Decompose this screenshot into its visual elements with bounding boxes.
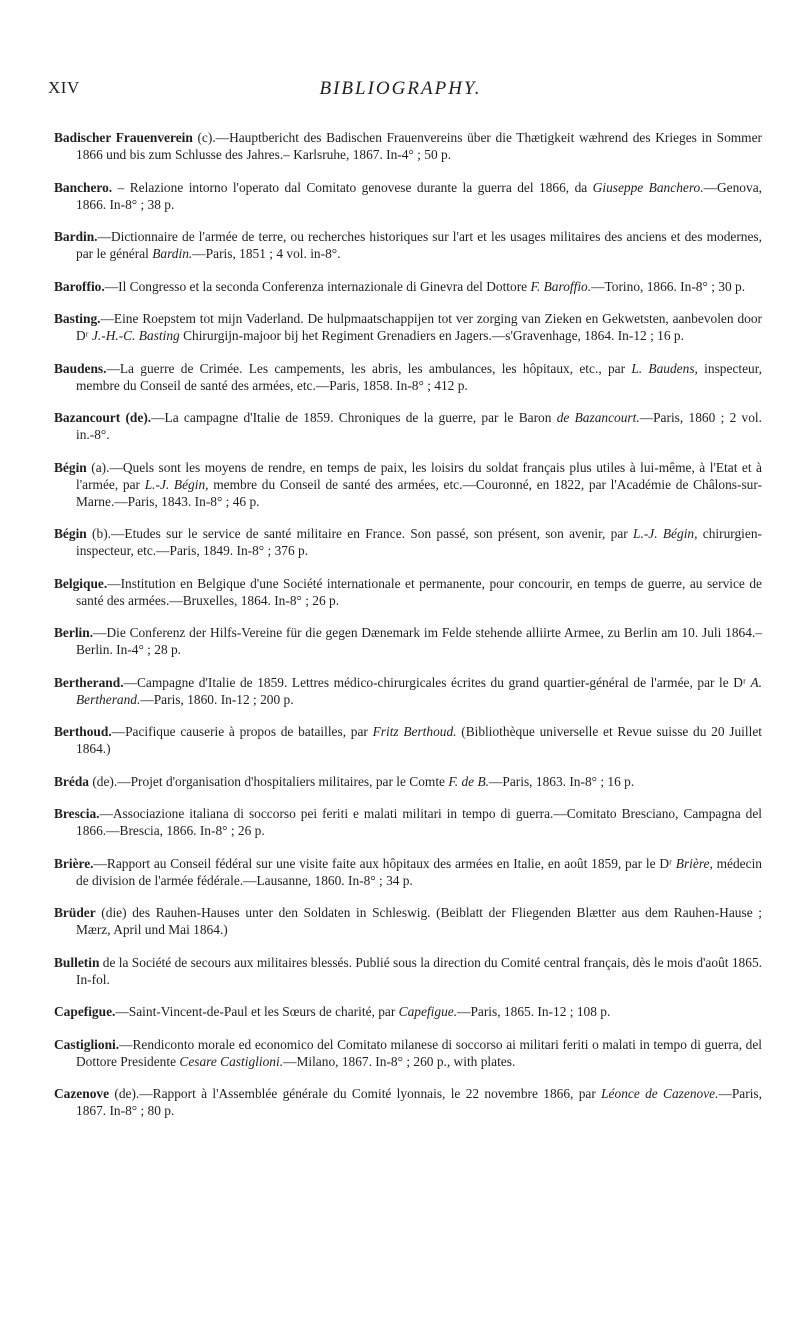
- entry-text: —Paris, 1865. In-12 ; 108 p.: [457, 1004, 611, 1019]
- bibliography-entry: [54, 278, 762, 295]
- entry-author-italic: Bardin.: [152, 246, 193, 261]
- bibliography-entry: [54, 129, 762, 163]
- entry-text: (Bibliothèque universelle et Revue suisse du 20 Juillet 1864.): [76, 724, 762, 756]
- entry-author-italic: Capefigue.: [398, 1004, 458, 1019]
- bibliography-entry: [54, 228, 762, 262]
- bibliography-entry: [54, 525, 762, 559]
- bibliography-entry: [54, 409, 762, 443]
- entry-author-italic: Léonce de Cazenove.: [601, 1086, 719, 1101]
- entry-author-italic: L.-J. Bégin,: [144, 476, 209, 492]
- bibliography-entry: [54, 459, 762, 510]
- entry-text: —Die Conferenz der Hilfs-Vereine für die gegen Dænemark im Felde stehende alliirte Armee, zu Berlin am 10. Juli 1864.– Berlin. In-4° ; 28 p.: [76, 625, 762, 657]
- bibliography-entry: [54, 904, 762, 938]
- page-number: XIV: [48, 78, 80, 97]
- entry-text: —Eine Roepstem tot mijn Vaderland. De hulpmaatschappijen tot ver zorging van Zieken en Gekwetsten, aanbevolen door Dʳ: [76, 311, 762, 343]
- entry-text: —Campagne d'Italie de 1859. Lettres médico-chirurgicales écrites du grand quartier-général de l'armée, par le Dʳ: [123, 674, 751, 690]
- bibliography-entry: [54, 674, 762, 708]
- entry-heading: Bertherand.: [54, 674, 124, 690]
- entry-text: (a).—Quels sont les moyens de rendre, en temps de paix, les loisirs du soldat français plus utiles à lui-même, à l'Etat et à l'armée, par: [76, 459, 762, 492]
- bibliography-entry: [54, 1003, 762, 1020]
- entry-text: médecin de division de l'armée fédérale.—Lausanne, 1860. In-8° ; 34 p.: [76, 855, 762, 888]
- entry-heading: Brescia.: [54, 806, 100, 821]
- entry-text: —Pacifique causerie à propos de batailles, par: [111, 724, 373, 739]
- entry-text: —Il Congresso et la seconda Conferenza internazionale di Ginevra del Dottore: [104, 278, 531, 294]
- entry-text: chirurgien-inspecteur, etc.—Paris, 1849. In-8° ; 376 p.: [76, 526, 762, 558]
- entry-text: membre du Conseil de santé des armées, etc.—Couronné, en 1822, par l'Académie de Châlons-sur-Marne.—Paris, 1843. In-8° ; 46 p.: [76, 476, 763, 509]
- entry-author-italic: Cesare Castiglioni.: [179, 1053, 284, 1069]
- entry-heading: Bréda: [54, 773, 89, 789]
- entry-text: —Milano, 1867. In-8° ; 260 p., with plates.: [283, 1053, 516, 1069]
- entry-text: —Paris, 1860. In-12 ; 200 p.: [140, 691, 294, 707]
- entry-heading: Basting.: [54, 311, 101, 326]
- entry-heading: Baudens.: [54, 360, 107, 376]
- entry-text: —Paris, 1867. In-8° ; 80 p.: [76, 1086, 762, 1118]
- running-title: BIBLIOGRAPHY.: [319, 78, 482, 99]
- entry-heading: Bardin.: [54, 229, 98, 244]
- entry-text: —Saint-Vincent-de-Paul et les Sœurs de charité, par: [115, 1004, 399, 1019]
- entry-text: Chirurgijn-majoor bij het Regiment Grenadiers en Jagers.—s'Gravenhage, 1864. In-12 ; 16 p.: [179, 328, 684, 343]
- bibliography-entry: [54, 773, 762, 790]
- entry-text: – Relazione intorno l'operato dal Comitato genovese durante la guerra del 1866, da: [112, 179, 593, 195]
- entry-heading: Baroffio.: [54, 278, 105, 294]
- entry-heading: Capefigue.: [54, 1004, 116, 1019]
- entry-text: —Dictionnaire de l'armée de terre, ou recherches historiques sur l'art et les usages militaires des anciens et des modernes, par le général: [76, 229, 762, 261]
- entry-heading: Cazenove: [54, 1086, 110, 1101]
- entry-author-italic: L.-J. Bégin,: [633, 526, 698, 541]
- entry-text: (de).—Rapport à l'Assemblée générale du Comité lyonnais, le 22 novembre 1866, par: [109, 1086, 602, 1101]
- entry-heading: Bazancourt (de).: [54, 410, 152, 425]
- entry-heading: Belgique.: [54, 575, 108, 591]
- entry-text: (c).—Hauptbericht des Badischen Frauenvereins über die Thætigkeit wæhrend des Krieges in Sommer 1866 und bis zum Schlusse des Jahres.– Karlsruhe, 1867. In-4° ; 50 p.: [76, 130, 762, 162]
- bibliography-entry: [54, 855, 762, 889]
- entry-heading: Berthoud.: [54, 724, 112, 739]
- bibliography-entry: [54, 179, 762, 213]
- bibliography-entry: [54, 624, 762, 658]
- bibliography-entry: [54, 1085, 762, 1119]
- entry-author-italic: F. Baroffio.: [530, 278, 592, 294]
- entry-text: de la Société de secours aux militaires blessés. Publié sous la direction du Comité central français, dès le mois d'août 1865. In-fol.: [76, 954, 762, 987]
- entry-author-italic: de Bazancourt.: [556, 410, 640, 425]
- entry-author-italic: Giuseppe Banchero.: [592, 179, 704, 195]
- entry-text: —Paris, 1860 ; 2 vol. in.-8°.: [76, 410, 762, 442]
- entry-heading: Brüder: [54, 905, 96, 920]
- entry-text: —Associazione italiana di soccorso pei feriti e malati militari in tempo di guerra.—Comitato Bresciano, Campagna del 1866.—Brescia, 1866. In-8° ; 26 p.: [76, 806, 762, 838]
- entry-text: —Institution en Belgique d'une Société internationale et permanente, pour concourir, en temps de guerre, au service de santé des armées.—Bruxelles, 1864. In-8° ; 26 p.: [76, 575, 762, 608]
- entry-author-italic: F. de B.: [448, 773, 489, 789]
- entry-heading: Bégin: [54, 459, 87, 475]
- entry-text: —Torino, 1866. In-8° ; 30 p.: [591, 278, 746, 294]
- page-header: [0, 78, 801, 104]
- bibliography-entry: [54, 954, 762, 988]
- bibliography-entry: [54, 723, 762, 757]
- entry-text: —Rendiconto morale ed economico del Comitato milanese di soccorso ai militari feriti o malati in tempo di guerra, del Dottore Presidente: [76, 1036, 762, 1069]
- entry-author-italic: Fritz Berthoud.: [372, 724, 457, 739]
- bibliography-entry: [54, 310, 762, 344]
- bibliography-list: [54, 129, 762, 1135]
- entry-author-italic: Brière,: [675, 855, 713, 871]
- entry-text: (b).—Etudes sur le service de santé militaire en France. Son passé, son présent, son avenir, par: [86, 526, 634, 541]
- entry-heading: Banchero.: [54, 179, 113, 195]
- entry-text: inspecteur, membre du Conseil de santé des armées, etc.—Paris, 1858. In-8° ; 412 p.: [76, 360, 763, 393]
- bibliography-entry: [54, 1036, 762, 1070]
- entry-author-italic: L. Baudens,: [631, 360, 698, 376]
- entry-text: —La guerre de Crimée. Les campements, les abris, les ambulances, les hôpitaux, etc., par: [106, 360, 632, 376]
- bibliography-entry: [54, 360, 762, 394]
- entry-text: —La campagne d'Italie de 1859. Chroniques de la guerre, par le Baron: [151, 410, 557, 425]
- entry-text: —Rapport au Conseil fédéral sur une visite faite aux hôpitaux des armées en Italie, en août 1859, par le Dʳ: [93, 855, 676, 871]
- entry-heading: Bulletin: [54, 954, 100, 970]
- entry-text: —Paris, 1863. In-8° ; 16 p.: [489, 773, 635, 789]
- entry-text: (de).—Projet d'organisation d'hospitaliers militaires, par le Comte: [88, 773, 449, 789]
- entry-author-italic: J.-H.-C. Basting: [91, 328, 180, 343]
- entry-heading: Bégin: [54, 526, 87, 541]
- entry-heading: Brière.: [54, 855, 94, 871]
- entry-text: —Genova, 1866. In-8° ; 38 p.: [76, 179, 762, 212]
- entry-author-italic: A. Bertherand.: [76, 674, 762, 707]
- entry-text: —Paris, 1851 ; 4 vol. in-8°.: [192, 246, 341, 261]
- entry-text: (die) des Rauhen-Hauses unter den Soldaten in Schleswig. (Beiblatt der Fliegenden Blætter aus dem Rauhen-Hause ; Mærz, April und Mai 1864.): [76, 905, 762, 937]
- entry-heading: Castiglioni.: [54, 1036, 120, 1052]
- entry-heading: Berlin.: [54, 625, 94, 640]
- bibliography-entry: [54, 805, 762, 839]
- bibliography-entry: [54, 575, 762, 609]
- entry-heading: Badischer Frauenverein: [54, 130, 193, 145]
